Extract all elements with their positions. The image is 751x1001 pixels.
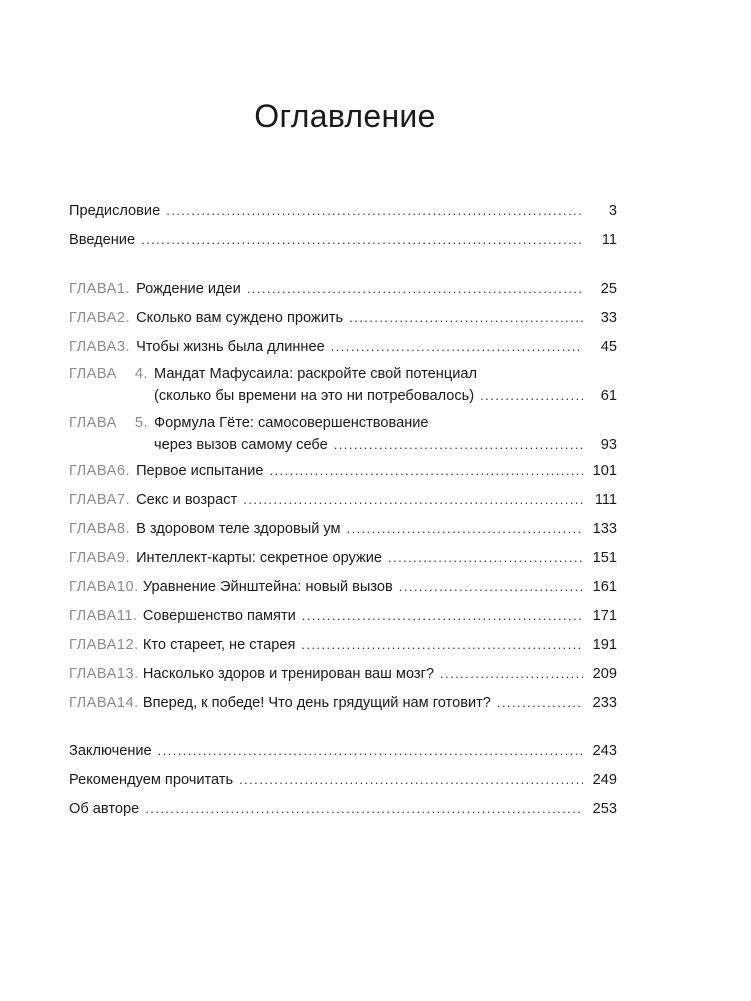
toc-entry-chapter-13[interactable] — [69, 663, 617, 685]
toc-page-number: 161 — [592, 579, 617, 595]
dot-leader — [497, 692, 583, 714]
chapter-title: Вперед, к победе! Что день грядущий нам готовит? — [142, 695, 491, 711]
chapter-number: 3. — [116, 339, 131, 355]
chapter-word: ГЛАВА — [69, 550, 117, 566]
chapter-title: Секс и возраст — [136, 492, 238, 508]
toc-entry-chapter-12[interactable] — [69, 634, 617, 656]
chapter-word: ГЛАВА — [69, 521, 117, 537]
toc-page-number: 101 — [592, 463, 617, 479]
chapter-word: ГЛАВА — [69, 608, 117, 624]
toc-page-number: 171 — [592, 608, 617, 624]
dot-leader — [141, 229, 583, 251]
toc-entry-chapter-10[interactable] — [69, 576, 617, 598]
toc-entry-label: Рекомендуем прочитать — [69, 772, 234, 788]
dot-leader — [388, 547, 583, 569]
chapter-title: Первое испытание — [136, 463, 264, 479]
dot-leader — [440, 663, 583, 685]
dot-leader — [347, 518, 583, 540]
chapter-word: ГЛАВА — [69, 579, 117, 595]
toc-entry-label: Заключение — [69, 743, 152, 759]
toc-entry-chapter-9[interactable] — [69, 547, 617, 569]
chapter-word: ГЛАВА — [69, 463, 117, 479]
chapter-title-line-1: Мандат Мафусаила: раскройте свой потенциал — [154, 366, 478, 382]
toc-page-number: 209 — [592, 666, 617, 682]
chapter-number: 4. — [134, 366, 148, 382]
dot-leader — [302, 605, 583, 627]
toc-page-number: 243 — [592, 743, 617, 759]
chapter-title: Сколько вам суждено прожить — [136, 310, 344, 326]
toc-page-number: 151 — [592, 550, 617, 566]
chapter-number: 1. — [116, 281, 131, 297]
toc-entry-preface[interactable] — [69, 200, 617, 222]
toc-entry-about-author[interactable] — [69, 798, 617, 820]
chapter-word: ГЛАВА — [69, 666, 117, 682]
chapter-number: 12. — [116, 637, 139, 653]
toc-entry-introduction[interactable] — [69, 229, 617, 251]
chapter-number: 13. — [116, 666, 139, 682]
toc-page-number: 93 — [600, 437, 617, 453]
chapter-word: ГЛАВА — [69, 339, 117, 355]
dot-leader — [166, 200, 583, 222]
chapter-number: 9. — [116, 550, 131, 566]
chapter-title-line-1: Формула Гёте: самосовершенствование — [154, 415, 429, 431]
chapter-word: ГЛАВА — [69, 492, 117, 508]
toc-entry-chapter-7[interactable] — [69, 489, 617, 511]
dot-leader — [145, 798, 583, 820]
toc-entry-label: Предисловие — [69, 203, 161, 219]
toc-entry-chapter-4[interactable] — [69, 363, 617, 407]
chapter-number: 5. — [134, 415, 148, 431]
chapter-number: 14. — [116, 695, 139, 711]
chapter-number: 6. — [116, 463, 131, 479]
chapter-title-line-2: (сколько бы времени на это ни потребовалось) — [154, 388, 475, 404]
dot-leader — [334, 434, 583, 456]
toc-entry-chapter-11[interactable] — [69, 605, 617, 627]
dot-leader — [301, 634, 583, 656]
toc-page-number: 133 — [592, 521, 617, 537]
toc-page-number: 111 — [594, 492, 617, 508]
toc-entry-label: Введение — [69, 232, 136, 248]
chapter-word: ГЛАВА — [69, 310, 117, 326]
dot-leader — [269, 460, 583, 482]
toc-entry-chapter-3[interactable] — [69, 336, 617, 358]
dot-leader — [480, 385, 583, 407]
toc-entry-chapter-14[interactable] — [69, 692, 617, 714]
dot-leader — [158, 740, 583, 762]
chapter-number: 2. — [116, 310, 131, 326]
chapter-number: 7. — [116, 492, 131, 508]
chapter-number: 10. — [116, 579, 139, 595]
chapter-title: Кто стареет, не старея — [142, 637, 296, 653]
chapter-number: 8. — [116, 521, 131, 537]
chapter-word: ГЛАВА — [69, 695, 117, 711]
chapter-number: 11. — [116, 608, 138, 624]
chapter-title: Совершенство памяти — [142, 608, 296, 624]
chapter-word: ГЛАВА — [69, 415, 117, 431]
chapter-title: Интеллект-карты: секретное оружие — [136, 550, 383, 566]
dot-leader — [243, 489, 583, 511]
dot-leader — [399, 576, 583, 598]
toc-page-number: 233 — [592, 695, 617, 711]
toc-page-number: 3 — [608, 203, 617, 219]
toc-page-number: 45 — [600, 339, 617, 355]
chapter-title: Насколько здоров и тренирован ваш мозг? — [142, 666, 435, 682]
dot-leader — [331, 336, 583, 358]
chapter-title: Чтобы жизнь была длиннее — [136, 339, 325, 355]
chapter-word: ГЛАВА — [69, 637, 117, 653]
toc-entry-recommended-reading[interactable] — [69, 769, 617, 791]
toc-page-number: 33 — [600, 310, 617, 326]
chapter-title: Уравнение Эйнштейна: новый вызов — [142, 579, 393, 595]
toc-page-number: 25 — [600, 281, 617, 297]
chapter-word: ГЛАВА — [69, 281, 117, 297]
toc-page-number: 253 — [592, 801, 617, 817]
toc-entry-chapter-6[interactable] — [69, 460, 617, 482]
toc-page-number: 61 — [600, 388, 617, 404]
toc-page-number: 249 — [592, 772, 617, 788]
chapter-title-line-2: через вызов самому себе — [154, 437, 328, 453]
chapter-title: В здоровом теле здоровый ум — [136, 521, 341, 537]
toc-entry-chapter-5[interactable] — [69, 412, 617, 456]
dot-leader — [239, 769, 583, 791]
toc-page-number: 191 — [592, 637, 617, 653]
toc-entry-chapter-8[interactable] — [69, 518, 617, 540]
toc-entry-chapter-2[interactable] — [69, 307, 617, 329]
toc-entry-label: Об авторе — [69, 801, 140, 817]
page-title: Оглавление — [254, 98, 436, 134]
chapter-word: ГЛАВА — [69, 366, 117, 382]
toc-entry-chapter-1[interactable] — [69, 278, 617, 300]
toc-page-number: 11 — [601, 232, 617, 248]
chapter-title: Рождение идеи — [136, 281, 241, 297]
dot-leader — [349, 307, 583, 329]
dot-leader — [247, 278, 583, 300]
toc-entry-conclusion[interactable] — [69, 740, 617, 762]
